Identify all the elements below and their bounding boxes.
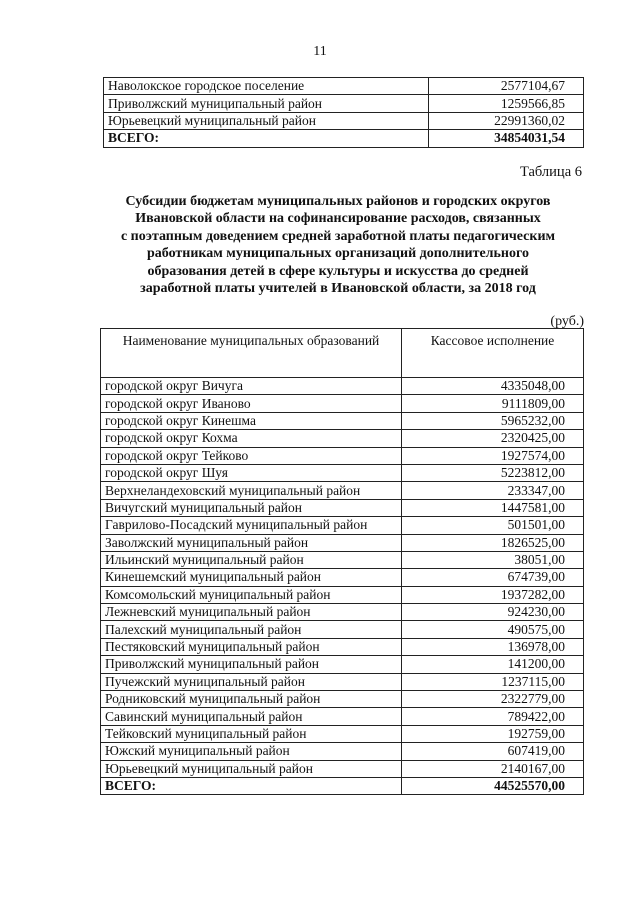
table-row — [101, 517, 584, 534]
municipality-name: Наволокское городское поселение — [104, 78, 429, 95]
municipality-name: городской округ Вичуга — [101, 378, 402, 395]
amount-value: 490575,00 — [402, 621, 584, 638]
total-label: ВСЕГО: — [101, 777, 402, 794]
title-line: заработной платы учителей в Ивановской области, за 2018 год — [140, 281, 536, 297]
table-row — [101, 499, 584, 516]
table-title — [96, 193, 580, 297]
total-value: 34854031,54 — [429, 130, 584, 147]
municipality-name: городской округ Кинешма — [101, 412, 402, 429]
table-row — [101, 482, 584, 499]
amount-value: 2140167,00 — [402, 760, 584, 777]
subsidy-table — [100, 328, 584, 795]
amount-value: 5223812,00 — [402, 464, 584, 481]
table-row — [101, 378, 584, 395]
amount-value: 5965232,00 — [402, 412, 584, 429]
column-header-name: Наименование муниципальных образований — [101, 329, 402, 378]
table-row — [101, 760, 584, 777]
table-row — [101, 621, 584, 638]
municipality-name: городской округ Шуя — [101, 464, 402, 481]
title-line: с поэтапным доведением средней заработной платы педагогическим — [120, 228, 556, 244]
title-line: Ивановской области на софинансирование расходов, связанных — [135, 211, 541, 227]
municipality-name: Юрьевецкий муниципальный район — [101, 760, 402, 777]
table-row — [104, 95, 584, 112]
table-row — [101, 412, 584, 429]
amount-value: 2322779,00 — [402, 691, 584, 708]
table-row — [101, 551, 584, 568]
table-row — [101, 708, 584, 725]
total-row — [101, 777, 584, 794]
table-row — [101, 534, 584, 551]
municipality-name: Пучежский муниципальный район — [101, 673, 402, 690]
table-label: Таблица 6 — [519, 164, 582, 180]
amount-value: 1937282,00 — [402, 586, 584, 603]
municipality-name: городской округ Тейково — [101, 447, 402, 464]
table-row — [101, 743, 584, 760]
municipality-name: Тейковский муниципальный район — [101, 725, 402, 742]
amount-value: 2577104,67 — [429, 78, 584, 95]
amount-value: 789422,00 — [402, 708, 584, 725]
table-row — [101, 586, 584, 603]
amount-value: 607419,00 — [402, 743, 584, 760]
amount-value: 1237115,00 — [402, 673, 584, 690]
table-row — [101, 638, 584, 655]
amount-value: 1259566,85 — [429, 95, 584, 112]
total-row — [104, 130, 584, 147]
column-header-value: Кассовое исполнение — [402, 329, 584, 378]
table-row — [101, 430, 584, 447]
amount-value: 136978,00 — [402, 638, 584, 655]
title-line: Субсидии бюджетам муниципальных районов и городских округов — [125, 194, 551, 209]
table-row — [101, 691, 584, 708]
municipality-name: Палехский муниципальный район — [101, 621, 402, 638]
municipality-name: Родниковский муниципальный район — [101, 691, 402, 708]
title-line: образования детей в сфере культуры и искусства до средней — [147, 263, 529, 279]
table-header-row — [101, 329, 584, 378]
total-value: 44525570,00 — [402, 777, 584, 794]
summary-table-top — [103, 77, 584, 148]
table-row — [101, 725, 584, 742]
municipality-name: Вичугский муниципальный район — [101, 499, 402, 516]
table-row — [101, 464, 584, 481]
municipality-name: городской округ Иваново — [101, 395, 402, 412]
amount-value: 22991360,02 — [429, 112, 584, 129]
page-number: 11 — [313, 44, 327, 59]
table-row — [101, 395, 584, 412]
municipality-name: Пестяковский муниципальный район — [101, 638, 402, 655]
municipality-name: Кинешемский муниципальный район — [101, 569, 402, 586]
amount-value: 924230,00 — [402, 604, 584, 621]
municipality-name: Верхнеландеховский муниципальный район — [101, 482, 402, 499]
amount-value: 1826525,00 — [402, 534, 584, 551]
municipality-name: Южский муниципальный район — [101, 743, 402, 760]
unit-label: (руб.) — [550, 314, 584, 329]
amount-value: 192759,00 — [402, 725, 584, 742]
amount-value: 141200,00 — [402, 656, 584, 673]
municipality-name: Юрьевецкий муниципальный район — [104, 112, 429, 129]
municipality-name: Заволжский муниципальный район — [101, 534, 402, 551]
municipality-name: Савинский муниципальный район — [101, 708, 402, 725]
amount-value: 38051,00 — [402, 551, 584, 568]
municipality-name: городской округ Кохма — [101, 430, 402, 447]
table-row — [101, 604, 584, 621]
table-row — [101, 673, 584, 690]
table-row — [104, 112, 584, 129]
municipality-name: Комсомольский муниципальный район — [101, 586, 402, 603]
table-row — [101, 656, 584, 673]
total-label: ВСЕГО: — [104, 130, 429, 147]
table-row — [101, 447, 584, 464]
amount-value: 1447581,00 — [402, 499, 584, 516]
title-line: работникам муниципальных организаций дополнительного — [146, 246, 530, 262]
municipality-name: Ильинский муниципальный район — [101, 551, 402, 568]
amount-value: 674739,00 — [402, 569, 584, 586]
municipality-name: Приволжский муниципальный район — [104, 95, 429, 112]
amount-value: 1927574,00 — [402, 447, 584, 464]
table-row — [104, 78, 584, 95]
amount-value: 9111809,00 — [402, 395, 584, 412]
table-row — [101, 569, 584, 586]
amount-value: 2320425,00 — [402, 430, 584, 447]
amount-value: 501501,00 — [402, 517, 584, 534]
municipality-name: Приволжский муниципальный район — [101, 656, 402, 673]
municipality-name: Лежневский муниципальный район — [101, 604, 402, 621]
amount-value: 233347,00 — [402, 482, 584, 499]
municipality-name: Гаврилово-Посадский муниципальный район — [101, 517, 402, 534]
amount-value: 4335048,00 — [402, 378, 584, 395]
